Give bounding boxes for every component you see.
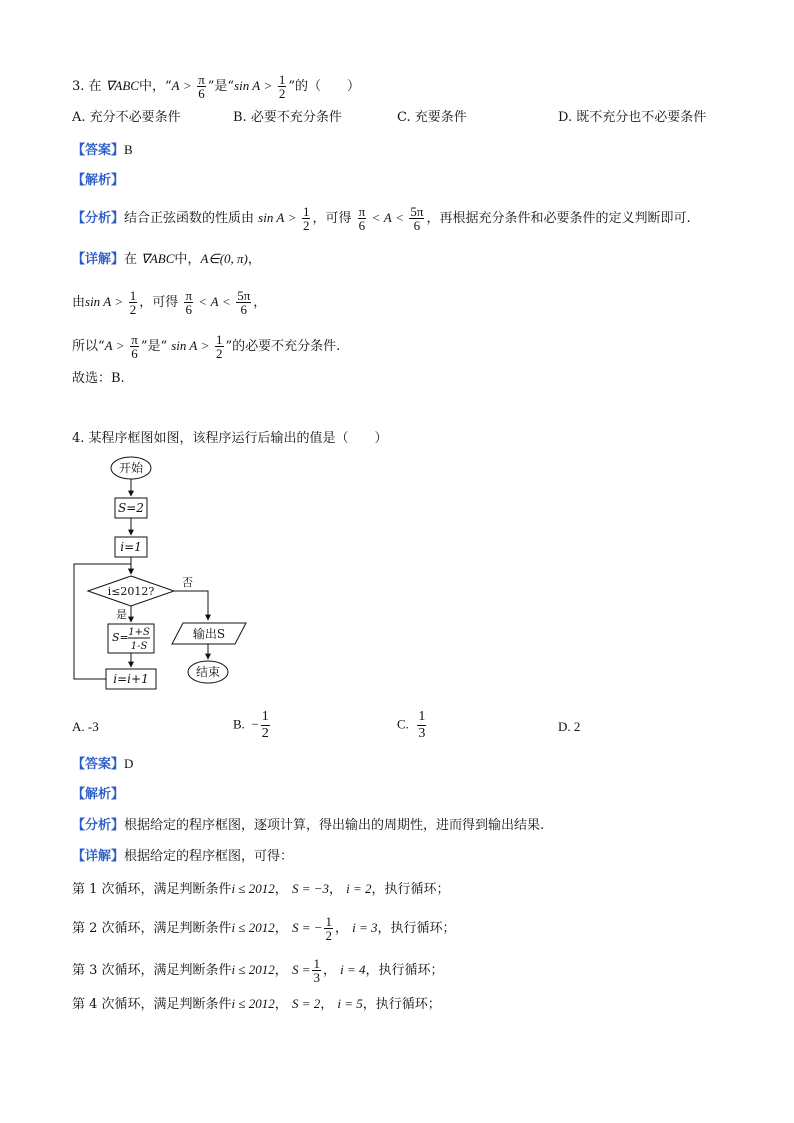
triangle-symbol: ∇ABC: [105, 78, 139, 93]
loop-text: ，执行循环；: [365, 963, 444, 978]
math-expr: sin A: [234, 78, 261, 93]
q3-stem-text: ”是“: [207, 79, 235, 94]
loop-i-value: i = 4: [340, 962, 366, 977]
q3-xiangjie: [72, 250, 261, 269]
q3-answer: [72, 141, 133, 160]
one-half: [302, 205, 311, 232]
math-op: >: [264, 78, 272, 93]
loop-s-value: S = 2: [291, 996, 321, 1011]
frac-den: 2: [302, 218, 310, 233]
option-letter: B.: [233, 716, 245, 732]
frac-num: π: [358, 204, 366, 219]
pi-over-6: [358, 205, 367, 232]
pi-over-6: [184, 289, 193, 316]
option-text: 充分不必要条件: [89, 110, 181, 125]
frac-num: π: [198, 72, 205, 87]
q3-option-d[interactable]: [558, 109, 706, 127]
detail-text: ”是“: [140, 339, 168, 354]
frac-den: 6: [413, 218, 421, 233]
option-text: 2: [573, 719, 581, 734]
math-op: >: [183, 78, 192, 93]
option-sign: −: [251, 716, 259, 732]
frac-num: 1: [261, 709, 269, 724]
flow-start-label: 开始: [118, 461, 144, 475]
q3-detail-line-2: [72, 289, 266, 316]
q3-number: 3.: [72, 79, 85, 94]
math-op: <: [395, 210, 404, 225]
loop-condition: i ≤ 2012: [231, 962, 275, 977]
pi-over-6: [197, 73, 206, 100]
loop-text: 第 3 次循环，满足判断条件: [72, 963, 232, 978]
flow-i-init-label: i=1: [120, 540, 142, 554]
one-half: [278, 73, 287, 100]
math-expr: sin A: [171, 338, 198, 353]
flow-s-denominator: 1-S: [130, 641, 148, 652]
math-op: <: [372, 210, 380, 225]
math-op: >: [116, 338, 125, 353]
detail-text: ，: [253, 295, 267, 310]
frac-den: 2: [129, 302, 137, 317]
frac-den: 6: [198, 86, 205, 101]
xiangjie-text: 在: [124, 252, 138, 267]
loop-s-fraction: [324, 915, 333, 942]
frac-den: 6: [358, 218, 366, 233]
q4-loop-3: 第 3 次循环，满足判断条件i ≤ 2012， S = $\frac{1}{3}$ ， i = 4，执行循环；: [72, 956, 444, 985]
math-expr: sin A: [85, 294, 112, 309]
pi-over-6: [130, 333, 139, 360]
loop-text: 第 4 次循环，满足判断条件: [72, 997, 232, 1012]
conclusion-text: 故选：B.: [72, 371, 125, 386]
frac-num: 1: [216, 332, 223, 347]
option-c-fraction: [417, 709, 426, 742]
q3-stem-text: 在: [88, 79, 102, 94]
q3-fenxi: [72, 205, 691, 232]
triangle-symbol: ∇ABC: [141, 251, 175, 266]
option-text: 必要不充分条件: [250, 110, 342, 125]
q3-stem: [72, 73, 360, 100]
q4-xiangjie: [72, 848, 293, 866]
q4-loop-2: 第 2 次循环，满足判断条件i ≤ 2012， S = − $\frac{1}{2}$ ， i = 3，执行循环；: [72, 914, 456, 943]
fenxi-text: ，再根据充分条件和必要条件的定义判断即可.: [426, 211, 691, 226]
q4-option-d[interactable]: [558, 718, 580, 736]
q4-option-c[interactable]: [397, 709, 428, 742]
analysis-tag: 【解析】: [72, 787, 125, 802]
q4-option-a[interactable]: [72, 718, 99, 736]
five-pi-over-6: [409, 205, 424, 232]
fenxi-text: 结合正弦函数的性质由: [124, 211, 255, 226]
flow-i-inc-label: i=i+1: [113, 672, 149, 686]
q4-fenxi: [72, 817, 544, 835]
answer-tag: 【答案】: [72, 143, 125, 158]
q4-option-b[interactable]: [233, 709, 272, 742]
q3-option-b[interactable]: [233, 109, 342, 127]
option-text: 既不充分也不必要条件: [576, 110, 707, 125]
frac-num: 1: [129, 288, 137, 303]
loop-condition: i ≤ 2012: [231, 881, 275, 896]
flow-condition-label: i≤2012?: [107, 585, 155, 598]
q4-stem-text: 4. 某程序框图如图，该程序运行后输出的值是（ ）: [72, 431, 388, 446]
option-letter: A.: [72, 110, 86, 125]
fenxi-tag: 【分析】: [72, 818, 125, 833]
math-op: <: [222, 294, 231, 309]
q3-stem-text: ”的（ ）: [288, 79, 360, 94]
detail-text: 由: [72, 295, 86, 310]
frac-num: 1: [313, 956, 320, 971]
frac-num: π: [185, 288, 193, 303]
frac-num: π: [131, 332, 138, 347]
flow-s-lhs: S=: [112, 631, 129, 644]
answer-value: B: [124, 142, 133, 157]
detail-text: ”的必要不充分条件.: [225, 339, 341, 354]
one-half: [215, 333, 224, 360]
five-pi-over-6: [236, 289, 251, 316]
flow-yes-label: 是: [116, 608, 127, 621]
flowchart: [60, 452, 260, 704]
frac-num: 1: [418, 709, 426, 724]
frac-den: 2: [325, 928, 332, 943]
q3-analysis-heading: [72, 172, 124, 190]
q3-conclusion: [72, 370, 125, 388]
xiangjie-text: ，: [247, 252, 261, 267]
loop-s-lhs: S = −: [291, 920, 323, 935]
flow-output-label: 输出S: [192, 627, 226, 641]
q4-analysis-heading: [72, 786, 124, 804]
loop-condition: i ≤ 2012: [231, 920, 275, 935]
math-var: A: [383, 210, 392, 225]
loop-text: 第 1 次循环，满足判断条件: [72, 882, 232, 897]
frac-den: 3: [418, 726, 426, 741]
loop-text: ，执行循环；: [362, 997, 441, 1012]
frac-den: 6: [131, 346, 138, 361]
loop-i-value: i = 2: [346, 881, 372, 896]
option-letter: D.: [558, 719, 571, 734]
fenxi-text: ，可得: [312, 211, 352, 226]
loop-s-value: S = −3: [291, 881, 329, 896]
math-expr: A∈(0, π): [200, 251, 248, 266]
fenxi-tag: 【分析】: [72, 211, 125, 226]
math-var: A: [210, 294, 219, 309]
math-expr: sin A: [258, 210, 285, 225]
q4-loop-1: 第 1 次循环，满足判断条件i ≤ 2012， S = −3， i = 2，执行循环；: [72, 881, 450, 897]
option-letter: D.: [558, 110, 573, 125]
math-op: <: [199, 294, 207, 309]
loop-text: ，执行循环；: [377, 921, 456, 936]
flow-end-label: 结束: [195, 665, 221, 679]
option-letter: C.: [397, 110, 411, 125]
loop-text: ，执行循环；: [371, 882, 450, 897]
answer-value: D: [124, 756, 134, 771]
math-op: >: [115, 294, 123, 309]
frac-num: 5π: [237, 288, 251, 303]
math-var: A: [171, 78, 180, 93]
frac-den: 6: [240, 302, 247, 317]
option-b-fraction: [261, 709, 270, 742]
flow-no-label: 否: [182, 576, 193, 589]
math-var: A: [104, 338, 113, 353]
frac-num: 5π: [410, 204, 424, 219]
frac-den: 2: [278, 86, 286, 101]
detail-text: ，可得: [139, 295, 179, 310]
frac-den: 6: [185, 302, 192, 317]
frac-num: 1: [278, 72, 286, 87]
fenxi-text: 根据给定的程序框图，逐项计算，得出输出的周期性，进而得到输出结果.: [124, 818, 545, 833]
xiangjie-text: 中，: [174, 252, 201, 267]
xiangjie-tag: 【详解】: [72, 252, 125, 267]
frac-num: 1: [302, 204, 310, 219]
loop-i-value: i = 5: [337, 996, 363, 1011]
option-text: -3: [87, 719, 99, 734]
flow-s-init-label: S=2: [118, 501, 144, 515]
q4-stem: [72, 430, 388, 448]
loop-i-value: i = 3: [352, 920, 378, 935]
frac-den: 3: [313, 970, 320, 985]
option-text: 充要条件: [414, 110, 467, 125]
flow-s-numerator: 1+S: [128, 627, 150, 638]
option-letter: A.: [72, 719, 85, 734]
q3-detail-line-3: [72, 333, 340, 360]
frac-num: 1: [325, 914, 332, 929]
detail-text: 所以“: [72, 339, 105, 354]
q4-answer: [72, 755, 133, 774]
loop-text: 第 2 次循环，满足判断条件: [72, 921, 232, 936]
math-op: >: [201, 338, 209, 353]
loop-s-fraction: [312, 957, 321, 984]
answer-tag: 【答案】: [72, 757, 125, 772]
frac-den: 2: [216, 346, 223, 361]
loop-condition: i ≤ 2012: [231, 996, 275, 1011]
frac-den: 2: [261, 726, 269, 741]
option-letter: C.: [397, 716, 409, 732]
q3-option-a[interactable]: [72, 109, 181, 127]
math-op: >: [288, 210, 296, 225]
option-letter: B.: [233, 110, 247, 125]
xiangjie-text: 根据给定的程序框图，可得：: [124, 849, 294, 864]
q3-option-c[interactable]: [397, 109, 467, 127]
one-half: [129, 289, 138, 316]
xiangjie-tag: 【详解】: [72, 849, 125, 864]
analysis-tag: 【解析】: [72, 173, 125, 188]
q4-loop-4: 第 4 次循环，满足判断条件i ≤ 2012， S = 2， i = 5，执行循环；: [72, 996, 441, 1012]
loop-s-lhs: S =: [291, 962, 311, 977]
q3-stem-text: 中，“: [138, 79, 172, 94]
